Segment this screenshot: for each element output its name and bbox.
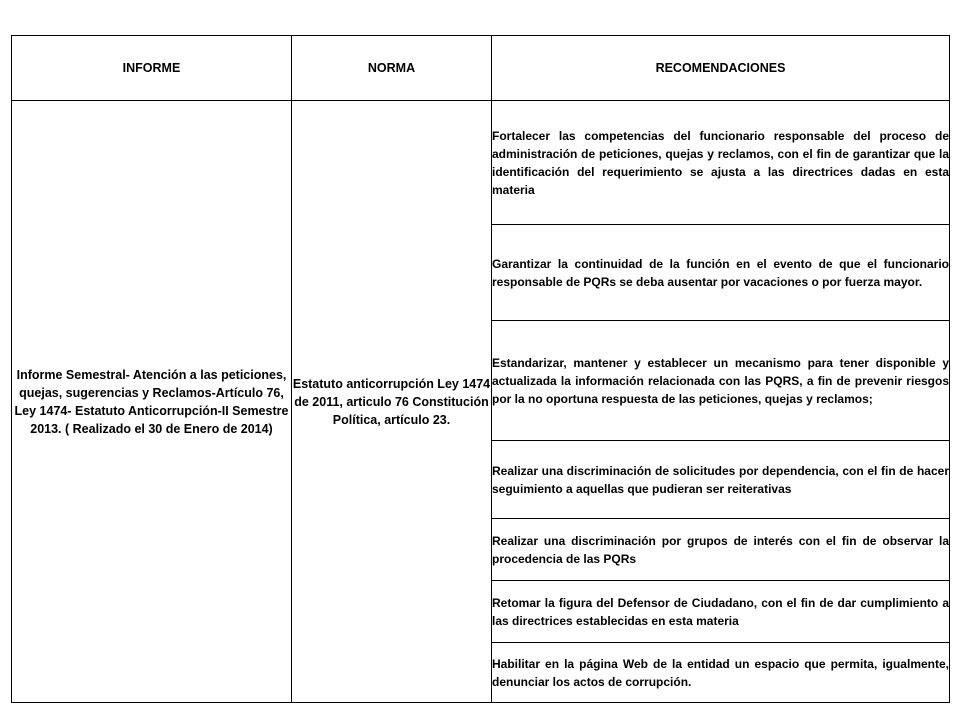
recommendation-text: Realizar una discriminación por grupos de interés con el fin de observar la procedencia de las PQRs [492,533,949,566]
recommendation-text: Realizar una discriminación de solicitudes por dependencia, con el fin de hacer seguimiento a aquellas que pudieran ser reiterativas [492,463,949,496]
recommendation-cell [492,321,950,441]
informe-text: Informe Semestral- Atención a las peticiones, quejas, sugerencias y Reclamos-Artículo 76, Ley 1474- Estatuto Anticorrupción-II Semestre 2013. ( Realizado el 30 de Enero de 2014) [14,367,289,436]
report-table [11,35,950,703]
recommendation-text: Garantizar la continuidad de la función en el evento de que el funcionario responsable de PQRs se deba ausentar por vacaciones o por fuerza mayor. [492,256,949,289]
recommendation-text: Retomar la figura del Defensor de Ciudadano, con el fin de dar cumplimiento a las directrices establecidas en esta materia [492,595,949,628]
informe-cell [12,101,292,703]
recommendation-cell [492,581,950,643]
recommendation-cell [492,225,950,321]
recommendation-cell [492,101,950,225]
header-recomendaciones: RECOMENDACIONES [492,36,950,101]
header-informe: INFORME [12,36,292,101]
recommendation-text: Estandarizar, mantener y establecer un mecanismo para tener disponible y actualizada la información relacionada con las PQRS, a fin de prevenir riesgos por la no oportuna respuesta de las peticiones, quejas y reclamos; [492,355,949,406]
header-norma: NORMA [292,36,492,101]
recommendation-cell [492,519,950,581]
recommendation-cell [492,441,950,519]
norma-cell [292,101,492,703]
report-table-container [11,35,949,703]
header-row [12,36,950,101]
table-row [12,101,950,225]
norma-text: Estatuto anticorrupción Ley 1474 de 2011, articulo 76 Constitución Política, artículo 23. [292,376,491,427]
recommendation-text: Habilitar en la página Web de la entidad un espacio que permita, igualmente, denunciar los actos de corrupción. [492,656,949,689]
recommendation-text: Fortalecer las competencias del funcionario responsable del proceso de administración de peticiones, quejas y reclamos, con el fin de garantizar que la identificación del requerimiento se ajusta a las directrices dadas en esta materia [492,128,949,197]
recommendation-cell [492,643,950,703]
